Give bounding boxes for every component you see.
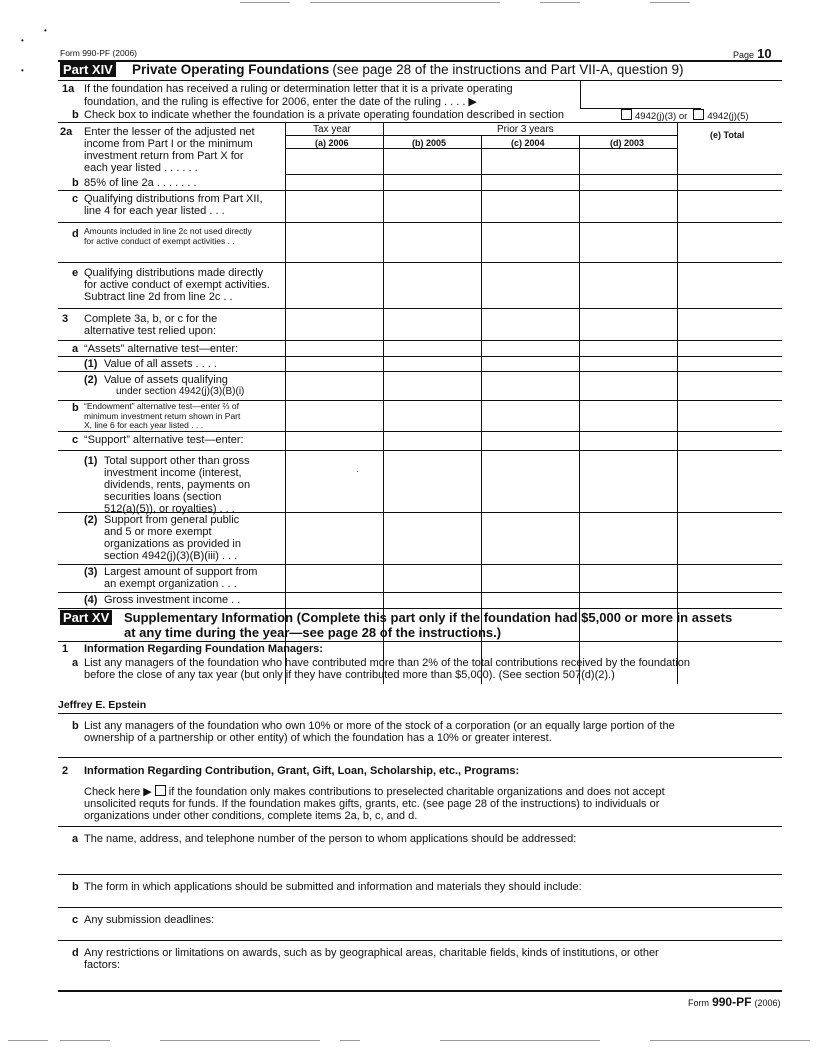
ruling-date-field[interactable] — [580, 80, 701, 109]
row-3c3-line: an exempt organization . . . — [104, 578, 237, 590]
scan-artifact — [440, 1040, 600, 1041]
rule — [58, 757, 782, 758]
s2b-text: The form in which applications should be submitted and information and materials they should include: — [84, 881, 582, 893]
option-4942j5-label: 4942(j)(5) — [707, 111, 749, 122]
row-3c1-num: (1) — [84, 455, 98, 467]
row-rule — [58, 592, 782, 593]
col-divider — [481, 135, 482, 684]
s2b-num: b — [72, 881, 79, 893]
s1a-line: before the close of any tax year (but only if they have contributed more than $5,000). (See section 507(d)(2).) — [84, 669, 615, 681]
row-3a1-text: Value of all assets . . . . — [104, 358, 217, 370]
row-2d-text — [84, 227, 252, 246]
rule — [58, 713, 782, 714]
row-3-line: alternative test relied upon: — [84, 325, 217, 337]
scan-artifact — [310, 2, 500, 3]
row-rule — [58, 356, 782, 357]
s1b-line: ownership of a partnership or other entity) of which the foundation has a 10% or greater interest. — [84, 732, 552, 744]
scan-artifact — [8, 1040, 48, 1041]
scan-dot: · — [356, 467, 359, 476]
line-1a-text2: foundation, and the ruling is effective for 2006, enter the date of the ruling . . . . ▶ — [84, 96, 477, 108]
row-2a-line: Enter the lesser of the adjusted net — [84, 126, 255, 138]
rule — [285, 135, 677, 136]
row-rule — [58, 308, 782, 309]
row-3c3-text — [104, 566, 257, 590]
row-3b-line: X, line 6 for each year listed . . . — [84, 420, 204, 430]
col-divider — [383, 123, 384, 684]
row-3b-num: b — [72, 402, 79, 414]
col-divider — [579, 135, 580, 684]
part-xv-title2: at any time during the year—see page 28 of the instructions.) — [124, 625, 502, 640]
s2a-num: a — [72, 833, 79, 845]
row-2e-num: e — [72, 267, 79, 279]
scan-artifact — [540, 2, 580, 3]
row-rule — [58, 190, 782, 191]
preselected-only-checkbox[interactable] — [155, 785, 166, 796]
row-2e-line: Subtract line 2d from line 2c . . — [84, 291, 233, 303]
s1b-text — [84, 720, 675, 744]
row-2c-line: line 4 for each year listed . . . — [84, 205, 225, 217]
rule — [58, 641, 782, 642]
row-2a-line: investment return from Part X for — [84, 150, 244, 162]
part-xiv-title-suffix: (see page 28 of the instructions and Part VII-A, question 9) — [332, 62, 684, 77]
row-3c-text: “Support” alternative test—enter: — [84, 434, 244, 446]
s1-title: Information Regarding Foundation Managers: — [84, 643, 323, 655]
answer-line-2a[interactable] — [58, 874, 782, 875]
col-c-header: (c) 2004 — [511, 138, 545, 148]
scan-artifact — [650, 2, 690, 3]
s2-check-label: Check here ▶ — [84, 786, 152, 798]
scan-artifact — [340, 1040, 360, 1041]
s1-num: 1 — [62, 643, 69, 655]
scan-artifact — [60, 1040, 110, 1041]
col-prior-years: Prior 3 years — [497, 124, 554, 135]
col-divider — [677, 123, 678, 684]
row-3b-line: “Endowment” alternative test—enter ⅔ of — [84, 401, 239, 411]
part-xiv-title-group — [132, 62, 684, 77]
row-rule — [58, 262, 782, 263]
line-1b-text: Check box to indicate whether the foundation is a private operating foundation described in section — [84, 109, 565, 121]
row-2a-line: income from Part I or the minimum — [84, 138, 253, 150]
col-d-header: (d) 2003 — [610, 138, 645, 148]
answer-line-2b[interactable] — [58, 907, 782, 908]
row-2b-num: b — [72, 177, 79, 189]
row-3a2-num: (2) — [84, 374, 98, 386]
page-label-group — [733, 46, 772, 61]
row-rule — [58, 371, 782, 372]
s2-text — [84, 798, 659, 822]
row-2e-text — [84, 267, 270, 303]
s2c-text: Any submission deadlines: — [84, 914, 215, 926]
line-1a-num: 1a — [62, 83, 75, 95]
s1a-num: a — [72, 657, 79, 669]
row-rule — [58, 222, 782, 223]
row-rule — [285, 174, 782, 175]
row-rule — [58, 450, 782, 451]
col-a-header: (a) 2006 — [315, 138, 349, 148]
s1a-line: List any managers of the foundation who have contributed more than 2% of the total contributions received by the foundation — [84, 657, 690, 669]
col-divider — [285, 123, 286, 684]
s2a-text: The name, address, and telephone number of the person to whom applications should be addressed: — [84, 833, 577, 845]
scan-dot: • — [21, 66, 24, 75]
rule — [285, 148, 677, 149]
row-2d-num: d — [72, 228, 79, 240]
scan-dot: • — [21, 36, 24, 45]
row-3c3-line: Largest amount of support from — [104, 566, 258, 578]
line-1b-num: b — [72, 109, 79, 121]
rule — [58, 122, 782, 123]
row-3c1-line: Total support other than gross — [104, 455, 250, 467]
row-rule — [58, 608, 782, 609]
page-label: Page — [733, 50, 755, 60]
scan-dot: • — [44, 26, 47, 35]
row-3a-num: a — [72, 343, 79, 355]
row-3b-line: minimum investment return shown in Part — [84, 410, 241, 421]
row-2a-line: each year listed . . . . . . — [84, 162, 198, 174]
row-rule — [58, 512, 782, 513]
s2-line: unsolicited requts for funds. If the foundation makes gifts, grants, etc. (see page 28 of the instructions) to individuals or — [84, 798, 660, 810]
row-3a2-line: Value of assets qualifying — [104, 374, 228, 386]
row-3c2-line: organizations as provided in — [104, 538, 241, 550]
row-3c1-line: dividends, rents, payments on — [104, 479, 251, 491]
row-2a-num: 2a — [60, 126, 73, 138]
row-rule — [58, 564, 782, 565]
row-3b-text — [84, 402, 240, 431]
row-3c2-line: Support from general public — [104, 514, 240, 526]
row-2a-text — [84, 126, 255, 174]
rule — [58, 990, 782, 992]
row-2c-line: Qualifying distributions from Part XII, — [84, 193, 263, 205]
page-number: 10 — [757, 46, 772, 61]
part-xiv-title: Private Operating Foundations — [132, 62, 330, 77]
row-3a-text: “Assets” alternative test—enter: — [84, 343, 239, 355]
row-rule — [58, 431, 782, 432]
s2-num: 2 — [62, 765, 69, 777]
answer-line-2c[interactable] — [58, 940, 782, 941]
row-2d-line: for active conduct of exempt activities . . — [84, 235, 235, 246]
checkbox-4942j5[interactable] — [693, 109, 704, 120]
col-tax-year: Tax year — [313, 124, 351, 135]
s1a-answer: Jeffrey E. Epstein — [58, 699, 147, 711]
s1a-text — [84, 657, 690, 681]
s2d-num: d — [72, 947, 79, 959]
part-xv-title: Supplementary Information (Complete this part only if the foundation had $5,000 or more in assets — [124, 610, 733, 625]
line-1b-options — [618, 109, 749, 123]
row-2e-line: for active conduct of exempt activities. — [84, 279, 270, 291]
row-3a1-num: (1) — [84, 358, 98, 370]
s2-check-text: if the foundation only makes contributions to preselected charitable organizations and does not accept — [168, 786, 665, 798]
footer — [688, 995, 781, 1009]
row-3c2-line: section 4942(j)(3)(B)(iii) . . . — [104, 550, 238, 562]
row-3-num: 3 — [62, 313, 69, 325]
row-3c2-line: and 5 or more exempt — [104, 526, 212, 538]
row-3c4-num: (4) — [84, 594, 98, 606]
row-3c2-num: (2) — [84, 514, 98, 526]
row-3-text — [84, 313, 217, 337]
row-2b-text: 85% of line 2a . . . . . . . — [84, 177, 197, 189]
line-1a-text: If the foundation has received a ruling or determination letter that it is a private operating — [84, 83, 513, 95]
form-label: Form 990-PF (2006) — [60, 48, 137, 58]
row-3a2-text — [104, 374, 244, 398]
scan-artifact — [650, 1040, 810, 1041]
row-3-line: Complete 3a, b, or c for the — [84, 313, 218, 325]
part-xv-badge: Part XV — [60, 610, 112, 625]
checkbox-4942j3[interactable] — [621, 109, 632, 120]
row-3c1-text — [104, 455, 250, 515]
row-3c4-text: Gross investment income . . — [104, 594, 241, 606]
row-2d-line: Amounts included in line 2c not used directly — [84, 226, 252, 236]
row-2c-text — [84, 193, 263, 217]
col-b-header: (b) 2005 — [412, 138, 447, 148]
row-3c2-text — [104, 514, 241, 562]
part-xiv-badge: Part XIV — [60, 62, 116, 77]
s2-line: organizations under other conditions, complete items 2a, b, c, and d. — [84, 810, 418, 822]
row-3c1-line: investment income (interest, — [104, 467, 242, 479]
footer-year: (2006) — [754, 998, 781, 1008]
footer-form: Form — [688, 998, 709, 1008]
s2c-num: c — [72, 914, 79, 926]
footer-form-number: 990-PF — [712, 995, 752, 1009]
row-2c-num: c — [72, 193, 79, 205]
col-e-header: (e) Total — [710, 130, 745, 140]
s2d-line: Any restrictions or limitations on awards, such as by geographical areas, charitable fields, kinds of institutions, or other — [84, 947, 659, 959]
rule — [58, 826, 782, 827]
row-rule — [58, 340, 782, 341]
s2d-line: factors: — [84, 959, 121, 971]
scan-artifact — [160, 1040, 320, 1041]
scan-artifact — [240, 2, 290, 3]
s2-check-line — [84, 785, 665, 798]
s2d-text — [84, 947, 659, 971]
row-3c1-line: 512(a)(5)), or royalties) . . . — [104, 503, 235, 515]
row-2e-line: Qualifying distributions made directly — [84, 267, 264, 279]
row-3c1-line: securities loans (section — [104, 491, 222, 503]
row-3c3-num: (3) — [84, 566, 98, 578]
row-3a2-line: under section 4942(j)(3)(B)(i) — [116, 386, 245, 397]
s1b-num: b — [72, 720, 79, 732]
s2-title: Information Regarding Contribution, Grant, Gift, Loan, Scholarship, etc., Programs: — [84, 765, 520, 777]
row-3c-num: c — [72, 434, 79, 446]
s1b-line: List any managers of the foundation who own 10% or more of the stock of a corporation (or an equally large portion of the — [84, 720, 675, 732]
option-4942j3-label: 4942(j)(3) or — [635, 111, 688, 122]
